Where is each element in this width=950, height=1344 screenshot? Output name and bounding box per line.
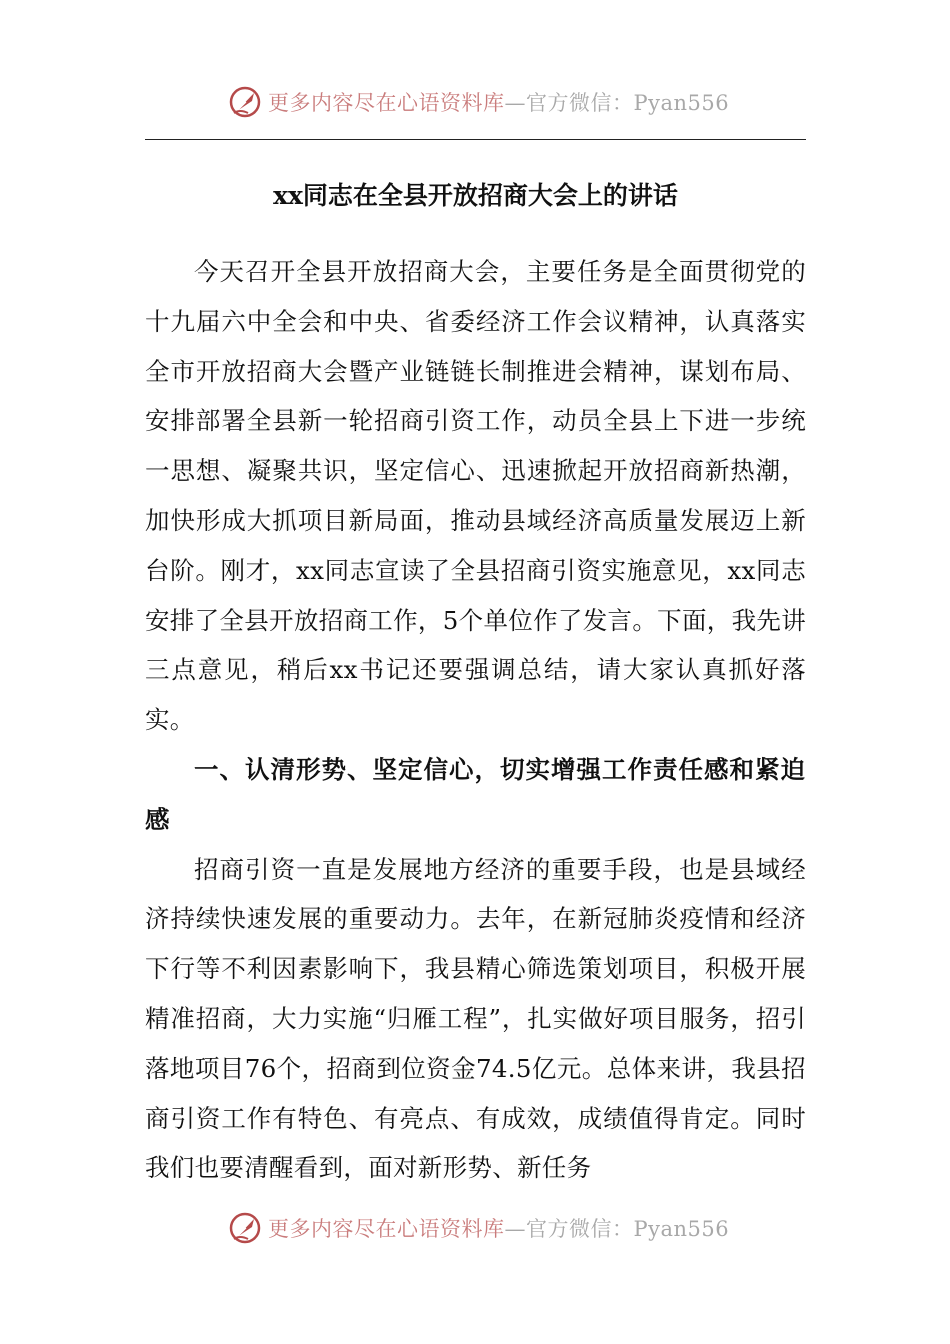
banner-brand: 更多内容尽在心语资料库 xyxy=(268,1217,505,1241)
banner-dash: — xyxy=(504,1217,526,1241)
document-body xyxy=(145,247,806,1193)
quill-logo-icon xyxy=(228,85,262,119)
intro-paragraph: 今天召开全县开放招商大会，主要任务是全面贯彻党的十九届六中全会和中央、省委经济工作会议精神，认真落实全市开放招商大会暨产业链链长制推进会精神，谋划布局、安排部署全县新一轮招商引资工作，动员全县上下进一步统一思想、凝聚共识，坚定信心、迅速掀起开放招商新热潮，加快形成大抓项目新局面，推动县域经济高质量发展迈上新台阶。刚才，xx同志宣读了全县招商引资实施意见，xx同志安排了全县开放招商工作，5个单位作了发言。下面，我先讲三点意见，稍后xx书记还要强调总结，请大家认真抓好落实。 xyxy=(145,257,806,735)
banner-text xyxy=(268,1213,729,1243)
header-divider xyxy=(145,139,806,140)
section-heading-1: 一、认清形势、坚定信心，切实增强工作责任感和紧迫感 xyxy=(145,754,806,834)
quill-logo-icon xyxy=(228,1211,262,1245)
banner-wechat-id: Pyan556 xyxy=(633,91,730,115)
banner-text xyxy=(268,87,729,117)
banner-wechat-label: 官方微信： xyxy=(526,91,634,115)
banner-wechat-label: 官方微信： xyxy=(526,1217,634,1241)
banner-wechat-id: Pyan556 xyxy=(633,1217,730,1241)
banner-brand: 更多内容尽在心语资料库 xyxy=(268,91,505,115)
document-title: xx同志在全县开放招商大会上的讲话 xyxy=(273,181,678,210)
section-1-paragraph: 招商引资一直是发展地方经济的重要手段，也是县域经济持续快速发展的重要动力。去年，在新冠肺炎疫情和经济下行等不利因素影响下，我县精心筛选策划项目，积极开展精准招商，大力实施“归雁工程”，扎实做好项目服务，招引落地项目76个，招商到位资金74.5亿元。总体来讲，我县招商引资工作有特色、有亮点、有成效，成绩值得肯定。同时我们也要清醒看到，面对新形势、新任务 xyxy=(145,854,806,1183)
header-banner xyxy=(228,84,788,120)
footer-banner xyxy=(228,1210,788,1246)
banner-dash: — xyxy=(504,91,526,115)
